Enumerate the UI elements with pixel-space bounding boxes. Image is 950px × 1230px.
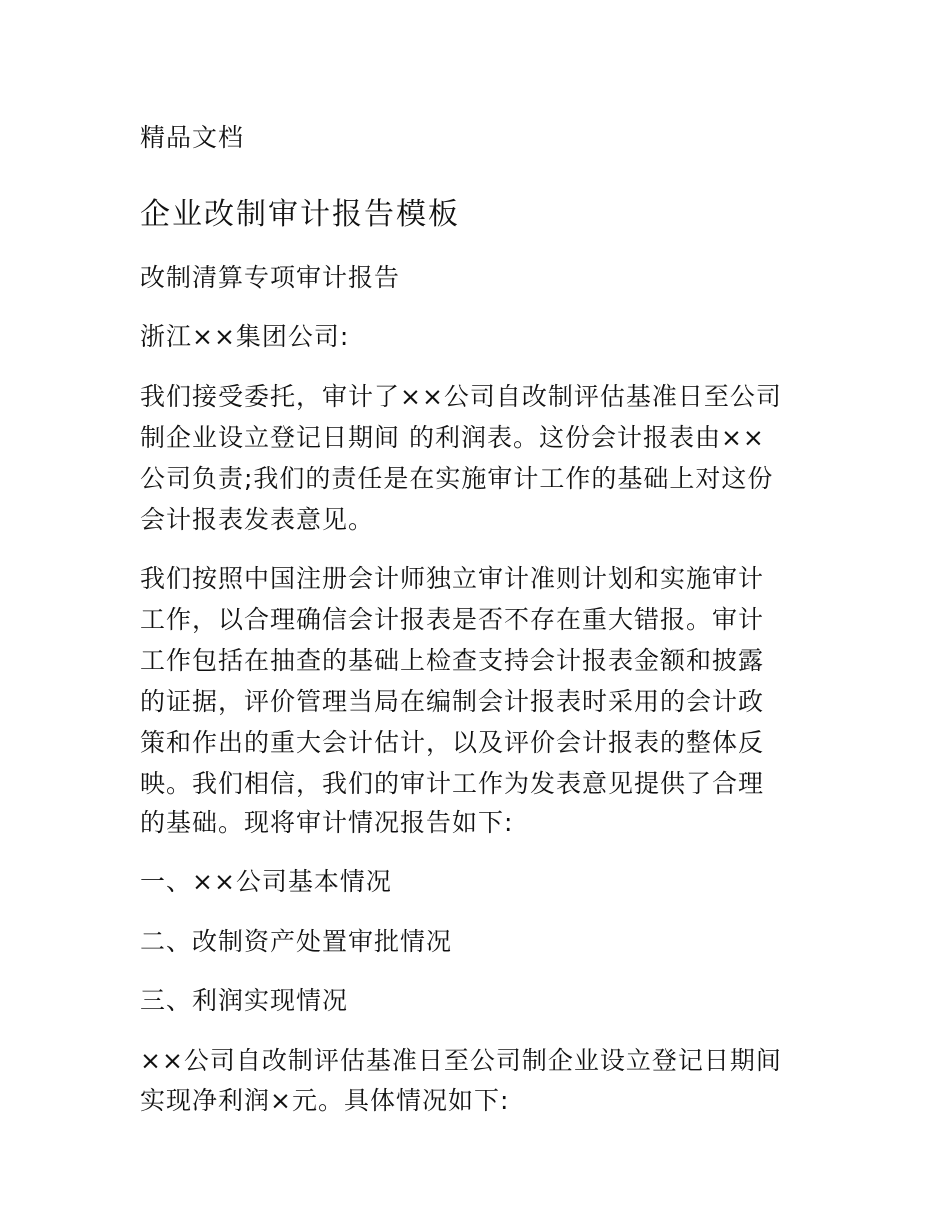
paragraph-line: 我们接受委托，审计了××公司自改制评估基准日至公司 <box>140 382 782 411</box>
document-subtitle: 改制清算专项审计报告 <box>140 263 401 292</box>
section-heading-2: 二、改制资产处置审批情况 <box>140 927 453 956</box>
paragraph-line: 实现净利润×元。具体情况如下: <box>140 1086 510 1115</box>
paragraph-line: 公司负责;我们的责任是在实施审计工作的基础上对这份 <box>140 464 774 493</box>
paragraph-line: 会计报表发表意见。 <box>140 505 375 534</box>
salutation: 浙江××集团公司: <box>140 322 350 351</box>
paragraph-line: 制企业设立登记日期间 的利润表。这份会计报表由×× <box>140 423 765 452</box>
document-header: 精品文档 <box>140 123 245 152</box>
document-title: 企业改制审计报告模板 <box>140 197 460 232</box>
paragraph-line: 策和作出的重大会计估计，以及评价会计报表的整体反 <box>140 728 765 757</box>
section-heading-3: 三、利润实现情况 <box>140 986 349 1015</box>
paragraph-line: 的基础。现将审计情况报告如下: <box>140 808 514 837</box>
paragraph-line: 我们按照中国注册会计师独立审计准则计划和实施审计 <box>140 564 765 593</box>
paragraph-line: 工作包括在抽查的基础上检查支持会计报表金额和披露 <box>140 646 765 675</box>
paragraph-line: 工作，以合理确信会计报表是否不存在重大错报。审计 <box>140 605 765 634</box>
paragraph-line: 的证据，评价管理当局在编制会计报表时采用的会计政 <box>140 687 765 716</box>
paragraph-line: ××公司自改制评估基准日至公司制企业设立登记日期间 <box>140 1046 782 1075</box>
paragraph-line: 映。我们相信，我们的审计工作为发表意见提供了合理 <box>140 769 765 798</box>
section-heading-1: 一、××公司基本情况 <box>140 867 392 896</box>
